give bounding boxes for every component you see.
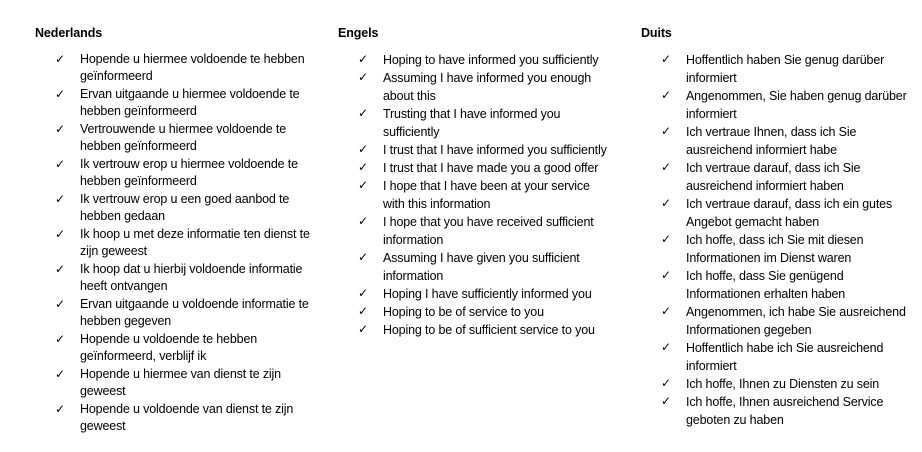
checkmark-icon: ✓ [661,124,671,138]
list-item [641,87,916,123]
list-item [641,393,916,429]
list-item-text: Ich hoffe, Ihnen ausreichend Service geboten zu haben [686,395,884,427]
list-item [35,191,310,225]
list-item [338,213,613,249]
checkmark-icon: ✓ [358,286,368,300]
list-item-text: Hoffentlich habe ich Sie ausreichend informiert [686,341,884,373]
checkmark-icon: ✓ [661,196,671,210]
list-item [641,231,916,267]
checkmark-icon: ✓ [358,142,368,156]
list-item [641,339,916,375]
checkmark-icon: ✓ [661,160,671,174]
list-item [338,249,613,285]
list-item-text: Hoping to be of service to you [383,305,544,319]
list-item-text: Angenommen, ich habe Sie ausreichend Informationen gegeben [686,305,906,337]
list-item-text: Ik hoop u met deze informatie ten dienst te zijn geweest [80,227,310,258]
checkmark-icon: ✓ [55,367,65,381]
column-heading: Duits [641,26,672,40]
checkmark-icon: ✓ [55,262,65,276]
checkmark-icon: ✓ [358,106,368,120]
checkmark-icon: ✓ [358,160,368,174]
list-item [35,226,310,260]
list-item [338,105,613,141]
list-item [35,156,310,190]
list-item-text: Hopende u voldoende te hebben geïnformeerd, verblijf ik [80,332,258,363]
list-item-text: Hopende u hiermee voldoende te hebben geïnformeerd [80,52,305,83]
list-item-text: Assuming I have given you sufficient information [383,251,580,283]
checkmark-icon: ✓ [661,394,671,408]
list-item-text: Ervan uitgaande u voldoende informatie te hebben gegeven [80,297,309,328]
checkmark-icon: ✓ [661,268,671,282]
list-item [35,401,310,435]
list-item [641,51,916,87]
list-item-text: Hoping to be of sufficient service to you [383,323,595,337]
list-item-text: Ik vertrouw erop u een goed aanbod te hebben gedaan [80,192,290,223]
list-item [641,123,916,159]
checkmark-icon: ✓ [358,304,368,318]
list-item-text: Hoping I have sufficiently informed you [383,287,592,301]
list-item [338,69,613,105]
list-item-text: Ich vertraue Ihnen, dass ich Sie ausreichend informiert habe [686,125,857,157]
phrase-list [338,51,613,339]
column-engels [338,24,613,339]
list-item [35,331,310,365]
list-item-text: I trust that I have made you a good offer [383,161,599,175]
checkmark-icon: ✓ [661,232,671,246]
list-item [338,51,613,69]
list-item [35,86,310,120]
checkmark-icon: ✓ [55,192,65,206]
list-item-text: Ik vertrouw erop u hiermee voldoende te hebben geïnformeerd [80,157,298,188]
list-item [338,141,613,159]
list-item-text: Ich vertraue darauf, dass ich Sie ausreichend informiert haben [686,161,861,193]
checkmark-icon: ✓ [661,52,671,66]
list-item [35,121,310,155]
checkmark-icon: ✓ [661,376,671,390]
list-item [641,303,916,339]
checkmark-icon: ✓ [55,332,65,346]
list-item [641,159,916,195]
checkmark-icon: ✓ [55,297,65,311]
checkmark-icon: ✓ [358,250,368,264]
list-item-text: Ervan uitgaande u hiermee voldoende te hebben geïnformeerd [80,87,300,118]
checkmark-icon: ✓ [55,157,65,171]
list-item-text: Hopende u voldoende van dienst te zijn geweest [80,402,294,433]
list-item-text: Ik hoop dat u hierbij voldoende informatie heeft ontvangen [80,262,303,293]
list-item-text: Ich hoffe, Ihnen zu Diensten zu sein [686,377,880,391]
checkmark-icon: ✓ [55,52,65,66]
checkmark-icon: ✓ [55,227,65,241]
list-item [641,375,916,393]
checkmark-icon: ✓ [358,322,368,336]
list-item [35,261,310,295]
checkmark-icon: ✓ [358,178,368,192]
checkmark-icon: ✓ [661,88,671,102]
list-item [35,51,310,85]
checkmark-icon: ✓ [55,402,65,416]
list-item-text: Ich vertraue darauf, dass ich ein gutes Angebot gemacht haben [686,197,893,229]
column-duits [641,24,916,429]
column-heading: Nederlands [35,26,103,40]
list-item-text: Hopende u hiermee van dienst te zijn geweest [80,367,281,398]
list-item [641,195,916,231]
column-nederlands [35,24,310,436]
list-item-text: I trust that I have informed you sufficiently [383,143,607,157]
list-item-text: Assuming I have informed you enough about this [383,71,592,103]
checkmark-icon: ✓ [661,340,671,354]
list-item [338,285,613,303]
checkmark-icon: ✓ [358,70,368,84]
phrase-list [641,51,916,429]
checkmark-icon: ✓ [661,304,671,318]
list-item [641,267,916,303]
list-item-text: Ich hoffe, dass ich Sie mit diesen Informationen im Dienst waren [686,233,864,265]
list-item [338,303,613,321]
checkmark-icon: ✓ [358,214,368,228]
list-item-text: Ich hoffe, dass Sie genügend Informationen erhalten haben [686,269,846,301]
checkmark-icon: ✓ [55,87,65,101]
list-item [338,321,613,339]
column-heading: Engels [338,26,379,40]
list-item [35,296,310,330]
list-item-text: I hope that you have received sufficient information [383,215,594,247]
list-item-text: Angenommen, Sie haben genug darüber informiert [686,89,907,121]
checkmark-icon: ✓ [358,52,368,66]
list-item [35,366,310,400]
list-item-text: Trusting that I have informed you sufficiently [383,107,561,139]
checkmark-icon: ✓ [55,122,65,136]
list-item-text: I hope that I have been at your service with this information [383,179,590,211]
list-item-text: Vertrouwende u hiermee voldoende te hebben geïnformeerd [80,122,287,153]
list-item [338,177,613,213]
list-item-text: Hoping to have informed you sufficiently [383,53,599,67]
phrase-list [35,51,310,435]
list-item [338,159,613,177]
list-item-text: Hoffentlich haben Sie genug darüber informiert [686,53,885,85]
